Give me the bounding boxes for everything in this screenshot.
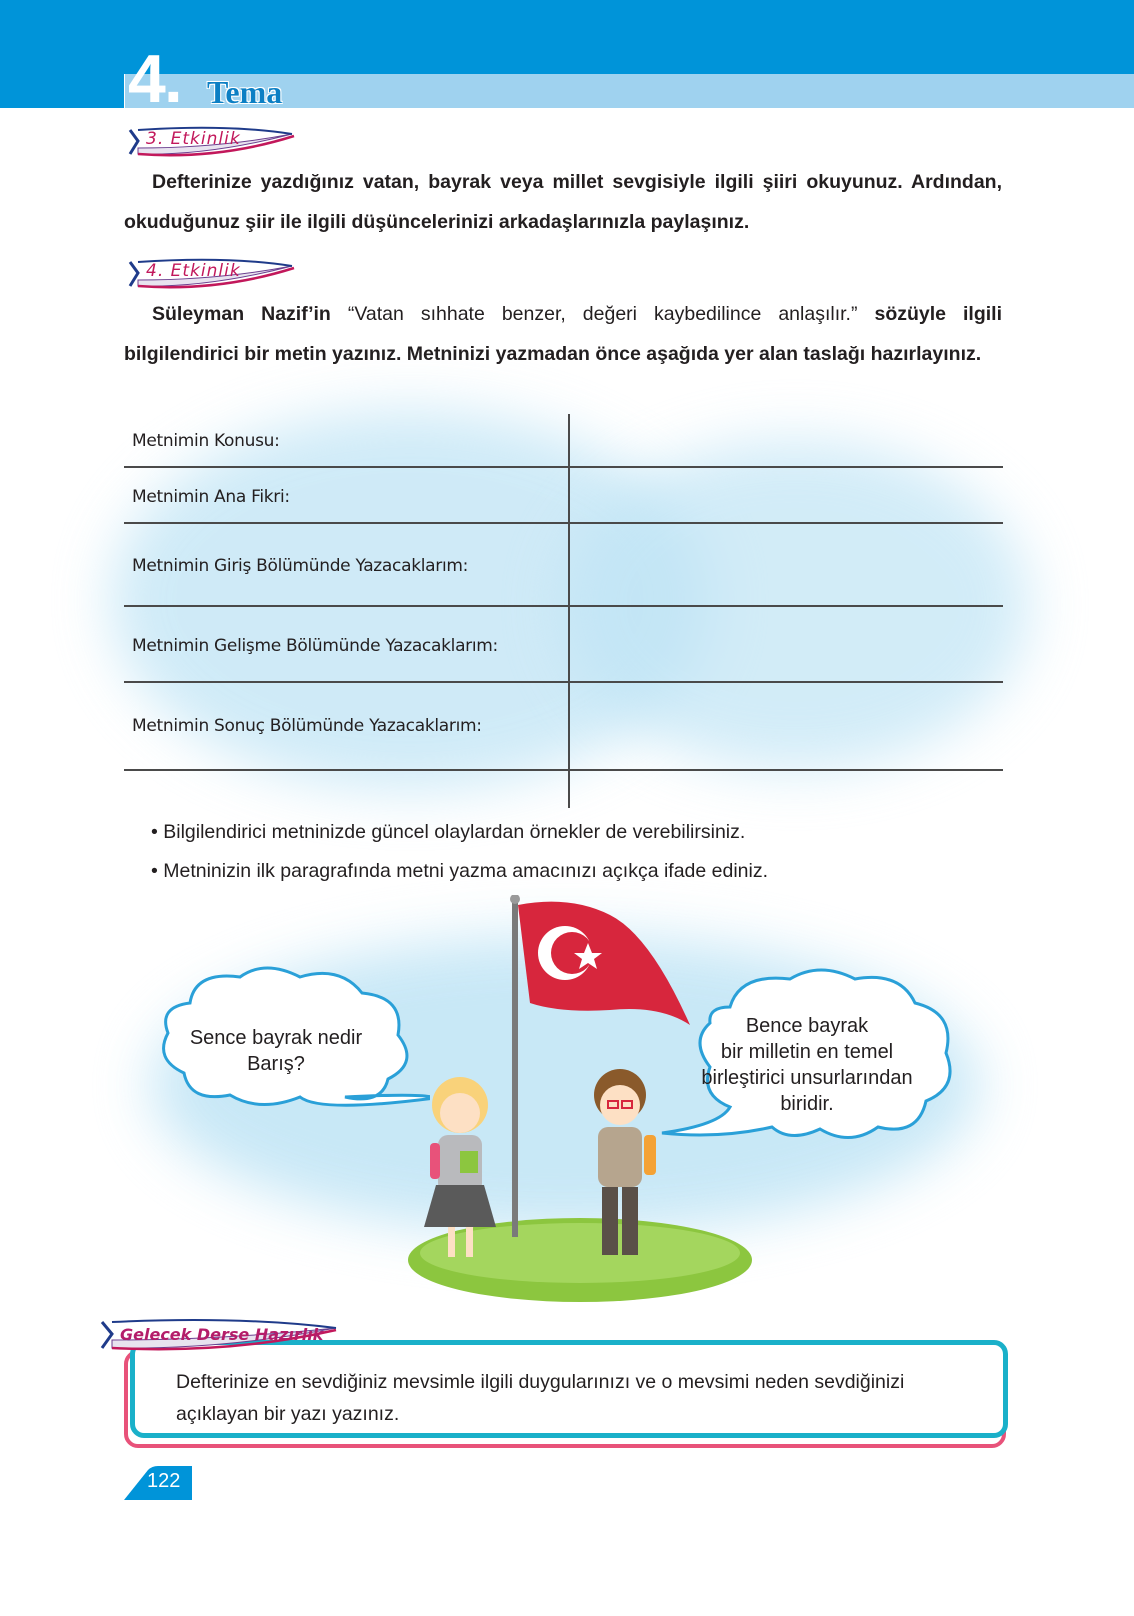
table-rule: [124, 466, 1003, 468]
tip-item: • Metninizin ilk paragrafında metni yazma amacınızı açıkça ifade ediniz.: [151, 860, 769, 882]
quote-text: “Vatan sıhhate benzer, değeri kaybedilince anlaşılır.”: [330, 303, 875, 325]
table-divider: [568, 414, 570, 808]
table-row-label-main-idea: Metnimin Ana Fikri:: [132, 487, 290, 507]
author-name: Süleyman Nazif’in: [152, 303, 331, 325]
activity-4-text: [124, 294, 1002, 374]
theme-number: 4.: [128, 41, 181, 117]
table-row-label-body: Metnimin Gelişme Bölümünde Yazacaklarım:: [132, 636, 498, 656]
next-lesson-label: Gelecek Derse Hazırlık: [120, 1325, 324, 1344]
activity-3-text: Defterinize yazdığınız vatan, bayrak veya millet sevgisiyle ilgili şiiri okuyunuz. Ardından, okuduğunuz şiir ile ilgili düşüncelerinizi arkadaşlarınızla paylaşınız.: [124, 171, 1002, 233]
activity-4-ribbon: [128, 258, 298, 296]
table-row-label-intro: Metnimin Giriş Bölümünde Yazacaklarım:: [132, 556, 469, 576]
tip-item: • Bilgilendirici metninizde güncel olaylardan örnekler de verebilirsiniz.: [151, 821, 746, 843]
activity-3-ribbon: [128, 126, 298, 164]
boy-speech-line: Bence bayrak: [745, 1015, 869, 1037]
next-lesson-text: Defterinize en sevdiğiniz mevsimle ilgili duygularınızı ve o mevsimi neden sevdiğinizi açıklayan bir yazı yazınız.: [176, 1371, 905, 1425]
table-row-label-conclusion: Metnimin Sonuç Bölümünde Yazacaklarım:: [132, 716, 482, 736]
boy-speech: [672, 1013, 942, 1117]
table-rule: [124, 769, 1003, 771]
activity-4-label: 4. Etkinlik: [146, 261, 241, 281]
table-row-label-topic: Metnimin Konusu:: [132, 431, 280, 451]
next-lesson-ribbon: [100, 1318, 340, 1358]
table-rule: [124, 605, 1003, 607]
flag-scene-illustration: [140, 895, 1000, 1315]
page-number: 122: [147, 1470, 181, 1492]
table-rule: [124, 681, 1003, 683]
table-rule: [124, 522, 1003, 524]
theme-number-block: [0, 46, 124, 108]
activity-3-label: 3. Etkinlik: [146, 129, 241, 149]
girl-speech: [176, 1025, 376, 1077]
boy-speech-line: bir milletin en temel: [720, 1041, 894, 1063]
girl-speech-line: Sence bayrak nedir: [189, 1027, 363, 1049]
girl-speech-line: Barış?: [247, 1053, 305, 1075]
theme-title: Tema: [207, 74, 283, 110]
boy-speech-line: birleştirici unsurlarından: [701, 1067, 913, 1089]
activity-4-instruction: sözüyle ilgili bilgilendirici bir metin yazınız. Metninizi yazmadan önce aşağıda yer alan taslağı hazırlayınız.: [124, 303, 1003, 365]
boy-speech-line: biridir.: [780, 1093, 834, 1115]
